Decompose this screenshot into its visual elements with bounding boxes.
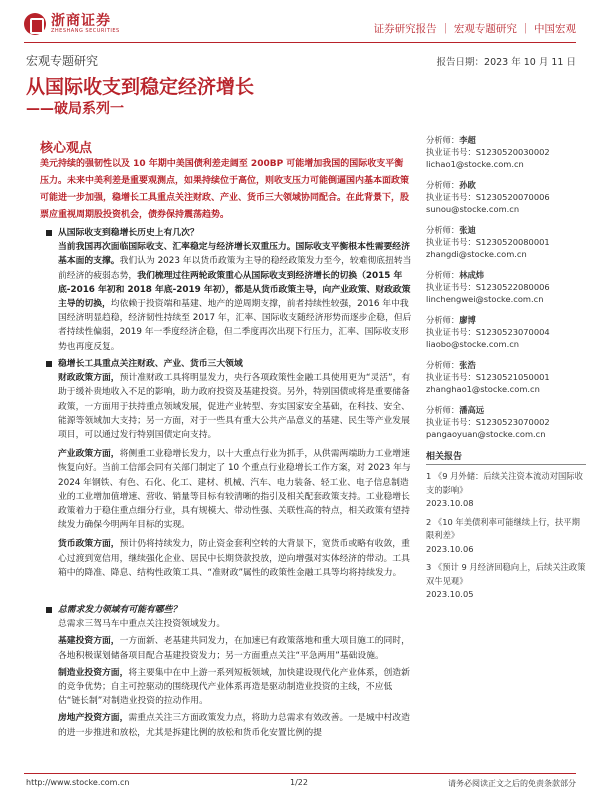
analyst-entry — [426, 359, 586, 395]
footer-divider — [24, 773, 576, 774]
q3-question: 总需求发力领域有可能有哪些？ — [46, 603, 414, 617]
q1-paragraph — [46, 240, 414, 354]
q3-para3-label: 房地产投资方面， — [58, 713, 129, 724]
analyst-entry — [426, 134, 586, 170]
q2-para3-label: 货币政策方面， — [58, 539, 120, 550]
analyst-label: 分析师： — [426, 270, 460, 280]
footer-url[interactable]: http://www.stocke.com.cn — [26, 778, 130, 787]
analyst-name: 林成炜 — [459, 270, 485, 280]
brand-en: ZHESHANG SECURITIES — [51, 28, 120, 34]
q2-question: 稳增长工具重点关注财政、产业、货币三大领域 — [46, 357, 414, 371]
analyst-email[interactable]: linchengwei@stocke.com.cn — [426, 294, 544, 304]
analyst-email[interactable]: pangaoyuan@stocke.com.cn — [426, 429, 546, 439]
section-q2 — [46, 357, 414, 580]
q3-para2-label: 制造业投资方面， — [58, 667, 129, 678]
analyst-email[interactable]: zhanghao1@stocke.com.cn — [426, 384, 540, 394]
analyst-name: 张浩 — [459, 360, 476, 370]
section-q1 — [46, 226, 414, 354]
analyst-name: 张迪 — [459, 225, 476, 235]
related-report[interactable] — [426, 561, 586, 602]
analyst-label: 分析师： — [426, 180, 460, 190]
analyst-cert: 执业证书号：S1230520070006 — [426, 192, 550, 202]
related-report-date: 2023.10.06 — [426, 543, 474, 554]
logo-icon — [24, 13, 46, 35]
doc-type: 宏观专题研究 — [26, 54, 99, 68]
q1-question: 从国际收支到稳增长历史上有几次？ — [46, 226, 414, 240]
analyst-cert: 执业证书号：S1230523070004 — [426, 327, 550, 337]
q3-intro: 总需求三驾马车中重点关注投资领域发力。 — [58, 619, 226, 630]
analyst-email[interactable]: lichao1@stocke.com.cn — [426, 159, 524, 169]
brand-logo — [24, 13, 120, 35]
related-report[interactable] — [426, 470, 586, 511]
q3-para3-text: 需重点关注三方面政策发力点，将助力总需求有效改善。一是城中村改造的进一步推进和放松，尤其是拆建比例的放松和货币化安置比例的提 — [58, 713, 410, 738]
q2-para2 — [46, 447, 414, 532]
q2-para2-label: 产业政策方面， — [58, 449, 120, 460]
q1-body2: 均依赖于投资端和基建、地产的逆周期支撑，前者持续性较强，2016 年中我国经济明显趋稳，经济韧性持续至 2017 年，汇率、国际收支随经济形势而逐步企稳，但后者持续性偏弱，2019 年一季度经济企稳，但二季度再次出现下行压力，汇率、国际收支形势也再度反复。 — [58, 299, 412, 352]
related-report-title[interactable]: 3 《预计 9 月经济回稳向上，后续关注政策双牛见观》 — [426, 562, 586, 586]
analyst-cert: 执业证书号：S1230520080001 — [426, 237, 550, 247]
analyst-entry — [426, 224, 586, 260]
q2-para2-text: 将侧重工业稳增长发力，以十大重点行业为抓手，从供需两端助力工业增速恢复向好。当前工信部会同有关部门制定了 10 个重点行业稳增长工作方案，对 2023 年与 2024 年钢铁、有色、石化、化工、建材、机械、汽车、电力装备、轻工业、电子信息制造业的工业增加值增速、营收、销量等目标有较清晰的指引及相关配套政策支持。工业稳增长政策着力于稳住重点细分行业，具有规模大、带动性强、关联性高的特点，相关政策有望持续发力确保今明两年目标的实现。 — [58, 449, 411, 531]
q3-para3 — [46, 711, 414, 739]
analyst-name: 孙欧 — [459, 180, 476, 190]
analyst-label: 分析师： — [426, 405, 460, 415]
analyst-label: 分析师： — [426, 315, 460, 325]
analyst-email[interactable]: sunou@stocke.com.cn — [426, 204, 520, 214]
header-divider — [24, 42, 576, 43]
analyst-label: 分析师： — [426, 360, 460, 370]
analyst-name: 廖博 — [459, 315, 476, 325]
q1-lead: 当前我国再次面临国际收支、汇率稳定与经济增长双重压力。国际收支平衡根本性需要经济基本面的支撑。 — [58, 242, 410, 267]
q1-bold1: 我们梳理过往两轮政策重心从国际收支到经济增长的切换（2015 年底-2016 年初和 2018 年底-2019 年初），都是从货币政策主导，向产业政策、财政政策主导的切换， — [58, 270, 411, 310]
analyst-name: 潘高远 — [459, 405, 485, 415]
analyst-cert: 执业证书号：S1230521050001 — [426, 372, 550, 382]
page-subtitle: ——破局系列一 — [26, 101, 124, 117]
q2-para1-label: 财政政策方面， — [58, 373, 120, 384]
related-report-title[interactable]: 2 《10 年美债利率可能继续上行，扶平期限利差》 — [426, 516, 580, 540]
q3-para1 — [46, 634, 414, 662]
report-category: 证券研究报告 ｜ 宏观专题研究 ｜ 中国宏观 — [373, 23, 576, 35]
section-q3 — [46, 603, 414, 740]
brand-name: 浙商证券 — [51, 13, 111, 29]
related-report[interactable] — [426, 516, 586, 557]
page-title: 从国际收支到稳定经济增长 — [26, 76, 255, 98]
q2-para1 — [46, 371, 414, 442]
q2-para3-text: 预计仍将持续发力，防止资金套利空转的大背景下，宽货币或略有收敛，重心过渡到宽信用，继续强化企业、居民中长期贷款投放，逆向增强对实体经济的带动。工具箱中的降准、降息、结构性政策工具、“准财政”属性的政策性金融工具等均将持续发力。 — [58, 539, 410, 578]
analyst-entry — [426, 404, 586, 440]
q1-body1: 我们认为 2023 年以货币政策为主导的稳经政策发力至今，较难彻底扭转当前经济的疲弱态势， — [58, 256, 412, 281]
related-report-date: 2023.10.08 — [426, 498, 474, 508]
analyst-list — [426, 134, 586, 602]
q3-para2 — [46, 666, 414, 709]
related-report-date: 2023.10.05 — [426, 589, 474, 599]
core-heading: 核心观点 — [40, 141, 93, 156]
q2-para3 — [46, 537, 414, 580]
analyst-cert: 执业证书号：S1230520030002 — [426, 147, 550, 157]
analyst-entry — [426, 314, 586, 350]
report-date: 报告日期：2023 年 10 月 11 日 — [436, 57, 576, 68]
related-heading: 相关报告 — [426, 449, 586, 465]
analyst-label: 分析师： — [426, 225, 460, 235]
analyst-cert: 执业证书号：S1230522080006 — [426, 282, 550, 292]
q2-para1-text: 预计准财政工具将明显发力，央行各项政策性金融工具使用更为“灵活”，有助于缓补贵地收入不足的影响，助力政府投资及基建投资。另外，特别国债或将是重要储备政策，一方面用于扶持重点领域发展，促进产业转型、夯实国家安全基础，在科技、安全、能源等领域加大支持；另一方面，对于一些具有重大公共产品意义的基建、民生等产业发展项目，可以通过发行特别国债定向支持。 — [58, 373, 411, 441]
q3-para1-text: 一方面新、老基建共同发力，在加速已有政策落地和重大项目施工的同时，各地积极谋划储备项目配合基建投资发力；另一方面重点关注“平急两用”基础设施。 — [58, 636, 410, 661]
q3-para1-label: 基建投资方面， — [58, 636, 120, 647]
analyst-email[interactable]: liaobo@stocke.com.cn — [426, 339, 520, 349]
analyst-email[interactable]: zhangdi@stocke.com.cn — [426, 249, 527, 259]
analyst-entry — [426, 179, 586, 215]
analyst-name: 李超 — [459, 135, 476, 145]
related-report-title[interactable]: 1 《9 月外储：后续关注资本流动对国际收支的影响》 — [426, 471, 583, 495]
disclaimer-note: 请务必阅读正文之后的免责条款部分 — [448, 779, 576, 788]
analyst-entry — [426, 269, 586, 305]
analyst-cert: 执业证书号：S1230523070002 — [426, 417, 550, 427]
core-summary: 美元持续的强韧性以及 10 年期中美国债利差走阔至 200BP 可能增加我国的国际收支平衡压力。未来中美利差是重要观测点，如果持续位于高位，则收支压力可能倒逼国内基本面政策可能进一步加强，稳增长工具重点关注财政、产业、货币三大领域协同配合。在此背景下，股票应重视周期股投资机会，债券保持震荡趋势。 — [40, 159, 410, 220]
page-number: 1/22 — [290, 778, 308, 787]
q3-para2-text: 将主要集中在中上游一系列短板领域，加快建设现代化产业体系，创造新的竞争优势；自主可控驱动的围绕现代产业体系再造是驱动制造业投资的主线，不应低估“链长制”对制造业投资的拉动作用。 — [58, 667, 410, 707]
analyst-label: 分析师： — [426, 135, 460, 145]
